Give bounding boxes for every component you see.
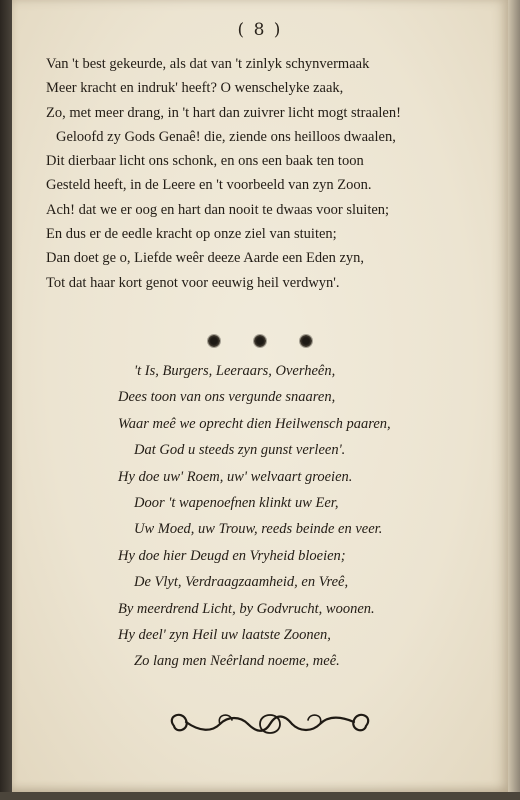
asterism-ornament-icon — [208, 335, 220, 347]
prose-line: Tot dat haar kort genot voor eeuwig heil verdwyn'. — [46, 274, 340, 291]
poem-line: Dat God u steeds zyn gunst verleen'. — [134, 442, 346, 459]
poem-line: Door 't wapenoefnen klinkt uw Eer, — [134, 494, 339, 511]
page-number: ( 8 ) — [237, 20, 283, 40]
scan-left-edge — [0, 0, 12, 800]
poem-line: 't Is, Burgers, Leeraars, Overheên, — [134, 363, 336, 379]
prose-line: Dit dierbaar licht ons schonk, en ons een baak ten toon — [46, 153, 364, 170]
poem-block — [12, 358, 508, 675]
book-page — [12, 0, 508, 792]
poem-line: Hy deel' zyn Heil uw laatste Zoonen, — [118, 626, 331, 643]
prose-line: Gesteld heeft, in de Leere en 't voorbeeld van zyn Zoon. — [46, 177, 372, 194]
prose-line: Dan doet ge o, Liefde weêr deeze Aarde een Eden zyn, — [46, 250, 365, 267]
poem-line: Waar meê we oprecht dien Heilwensch paaren, — [118, 415, 391, 432]
prose-block — [46, 52, 486, 295]
poem-line: De Vlyt, Verdraagzaamheid, en Vreê, — [134, 574, 349, 591]
poem-line: Hy doe uw' Roem, uw' welvaart groeien. — [118, 468, 353, 485]
prose-line: Zo, met meer drang, in 't hart dan zuivrer licht mogt straalen! — [46, 104, 401, 121]
prose-line: Ach! dat we er oog en hart dan nooit te dwaas voor sluiten; — [46, 201, 390, 218]
prose-line: Van 't best gekeurde, als dat van 't zinlyk schynvermaak — [46, 56, 370, 72]
poem-line: By meerdrend Licht, by Godvrucht, woonen. — [118, 600, 375, 617]
tailpiece-ornament-icon — [160, 704, 380, 744]
poem-line: Uw Moed, uw Trouw, reeds beinde en veer. — [134, 521, 383, 538]
prose-line: Geloofd zy Gods Genaê! die, ziende ons heilloos dwaalen, — [56, 128, 396, 145]
poem-line: Dees toon van ons vergunde snaaren, — [118, 389, 336, 406]
prose-line: En dus er de eedle kracht op onze ziel van stuiten; — [46, 226, 337, 243]
scan-right-edge — [508, 0, 520, 800]
poem-line: Zo lang men Neêrland noeme, meê. — [134, 653, 340, 670]
section-ornaments — [12, 334, 508, 352]
scan-bottom-edge — [0, 792, 520, 800]
poem-line: Hy doe hier Deugd en Vryheid bloeien; — [118, 547, 346, 564]
asterism-ornament-icon — [254, 335, 266, 347]
asterism-ornament-icon — [300, 335, 312, 347]
prose-line: Meer kracht en indruk' heeft? O wenschelyke zaak, — [46, 80, 344, 97]
